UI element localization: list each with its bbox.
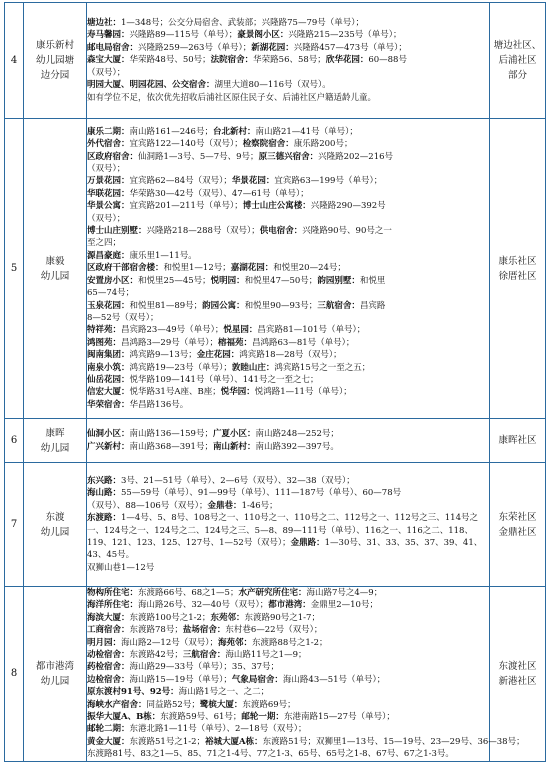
- estate-name: 物构所住宅：: [87, 588, 139, 598]
- community-name-line: 东渡社区: [498, 660, 537, 672]
- estate-name: 邮轮二期：: [87, 724, 130, 735]
- estate-name: 华景花园：: [231, 176, 275, 187]
- address-range: 55—59号（单号）、91—99号（单号）、111—187号（单号）、60—78号: [121, 488, 402, 499]
- community-name-line: 后浦社区: [498, 55, 537, 66]
- estate-name: 欣华花园：: [325, 55, 369, 66]
- area-line: [87, 250, 489, 262]
- area-line: [87, 200, 489, 212]
- estate-name: 外代宿舍：: [87, 139, 130, 150]
- area-line: [87, 487, 489, 499]
- kindergarten-name: [24, 3, 87, 119]
- table-row: [5, 119, 546, 419]
- address-range: 南山路392—397号。: [255, 441, 339, 452]
- estate-name: 供电宿舍：: [259, 226, 303, 237]
- address-range: 悦鸿路1—11号（单号）；: [254, 387, 352, 398]
- estate-name: 敦睦山庄：: [231, 362, 275, 373]
- estate-name: 寿马馨园：: [87, 30, 130, 41]
- kindergarten-name-line: 幼儿园: [40, 270, 70, 282]
- area-line: [87, 475, 489, 487]
- address-range: 湖里大道80—116号（双号）。: [214, 80, 331, 91]
- address-range: 东港南路15—27号（单号）；: [283, 712, 395, 723]
- area-line: [87, 163, 489, 175]
- address-range: 昌宾路23—49号（单号）；: [121, 325, 224, 336]
- community-name-line: 新港社区: [498, 675, 537, 687]
- area-line: [87, 275, 489, 287]
- estate-name: 明园大厦、明园花园、公交宿舍：: [87, 80, 215, 91]
- area-line: [87, 300, 489, 312]
- address-range: 双狮山巷1—12号: [87, 562, 155, 573]
- area-line: [87, 175, 489, 187]
- address-range: 南山路161—246号；: [129, 126, 213, 137]
- estate-name: 森宝大厦：: [87, 55, 130, 66]
- area-line: [87, 349, 489, 361]
- area-line: [87, 599, 489, 611]
- kindergarten-name-line: 幼儿园塘: [35, 55, 74, 66]
- address-range: 和悦里1—12号；: [163, 263, 231, 274]
- estate-name: 裕城大厦A栋：: [205, 736, 263, 747]
- area-line: [87, 500, 489, 512]
- address-range: 和悦里20—24号；: [273, 263, 346, 274]
- table-row: [5, 463, 546, 587]
- area-line: [87, 587, 489, 599]
- estate-name: 邮电局宿舍：: [87, 42, 139, 53]
- table-row: [5, 587, 546, 762]
- kindergarten-name-line: 幼儿园: [40, 442, 70, 454]
- estate-name: 台北新村：: [212, 126, 256, 137]
- estate-name: 博士山庄别墅：: [87, 226, 147, 237]
- address-range: 65—74号；: [87, 288, 135, 299]
- table-row: [5, 419, 546, 463]
- address-range: 宜宾路122—140号（双号）；: [129, 139, 243, 150]
- community-name: [490, 587, 546, 762]
- kindergarten-name-line: 幼儿园: [40, 526, 70, 538]
- area-line: [87, 649, 489, 661]
- address-range: 华荣路30—42号（双号）、47—61号（单号）；: [129, 188, 309, 199]
- estate-name: 都市港湾：: [268, 600, 311, 611]
- area-line: [87, 612, 489, 624]
- address-range: （双号）、88—106号（双号）；: [87, 500, 208, 511]
- estate-name: 三航宿舍：: [317, 300, 360, 311]
- estate-name: 区政府宿舍：: [87, 151, 139, 162]
- address-range: 兴隆路457—473号（单号）；: [293, 42, 407, 53]
- estate-name: 海滨大厦：: [87, 612, 130, 623]
- address-range: 华荣路48号、50号；: [129, 55, 211, 66]
- area-line: [87, 428, 489, 440]
- area-line: [87, 374, 489, 386]
- estate-name: 东苑邻：: [210, 612, 245, 623]
- estate-name: 振华大厦A、B栋：: [87, 712, 161, 723]
- area-line: [87, 312, 489, 324]
- community-name: [490, 119, 546, 419]
- estate-name: 动检宿舍：: [87, 650, 130, 661]
- community-name-line: 康晖社区: [498, 435, 537, 446]
- community-name-line: 徐厝社区: [498, 270, 537, 282]
- estate-name: 边检宿舍：: [87, 674, 130, 685]
- area-line: [87, 138, 489, 150]
- estate-name: 原三德兴宿舍：: [258, 151, 319, 162]
- address-range: 兴隆路215—235号（单号）；: [288, 30, 402, 41]
- estate-name: 金鼎路：: [290, 537, 325, 548]
- estate-name: 嘉湖花园：: [230, 263, 274, 274]
- address-range: 兴隆路290—392号: [310, 201, 386, 212]
- estate-name: 三航宿舍：: [182, 650, 226, 661]
- address-range: 昌鸿路3—29号（单号）；: [121, 337, 218, 348]
- estate-name: 黄金大厦：: [87, 736, 130, 747]
- address-range: 和悦里90—93号；: [244, 300, 318, 311]
- estate-name: 南泉小筑：: [87, 362, 130, 373]
- estate-name: 豪景阁小区：: [237, 30, 289, 41]
- estate-name: 韵园别墅：: [317, 275, 360, 286]
- address-range: 兴隆路90号、90号之一: [302, 226, 392, 237]
- community-name-line: 部分: [507, 70, 527, 81]
- area-line: [87, 151, 489, 163]
- estate-name: 金庄花园：: [196, 350, 240, 361]
- area-line: [87, 512, 489, 562]
- enrollment-area: [87, 419, 490, 463]
- address-range: 东渡路42号；: [129, 650, 183, 661]
- estate-name: 新湖花园：: [251, 42, 294, 53]
- area-line: [87, 42, 489, 54]
- estate-name: 仙岳花园：: [87, 374, 130, 385]
- address-range: 和悦里25—45号；: [138, 275, 211, 286]
- address-range: 南山路136—159号；: [129, 429, 213, 440]
- address-range: 兴隆路259—263号（单号）；: [138, 42, 252, 53]
- estate-name: 法院宿舍：: [210, 55, 254, 66]
- address-range: 和悦里47—50号；: [244, 275, 318, 286]
- area-line: [87, 699, 489, 711]
- area-line: [87, 324, 489, 336]
- estate-name: 区政府干部宿舍楼：: [87, 263, 164, 274]
- estate-name: 华景公寓：: [87, 201, 130, 212]
- area-line: [87, 748, 489, 760]
- area-line: [87, 736, 525, 748]
- table-body: [5, 3, 546, 762]
- address-range: 海山路43—51号（单号）；: [282, 674, 386, 685]
- enrollment-area: [87, 3, 490, 119]
- estate-name: 华联花园：: [87, 188, 130, 199]
- address-range: 宜宾路63—199号（单号）；: [274, 176, 383, 187]
- address-range: 60—88号: [368, 55, 407, 66]
- address-range: 兴隆路202—216号: [318, 151, 394, 162]
- area-line: [87, 92, 489, 104]
- area-line: [87, 711, 489, 723]
- address-range: 华荣路56、58号；: [253, 55, 326, 66]
- address-range: 兴隆路218—288号（双号）；: [146, 226, 260, 237]
- area-line: [87, 637, 489, 649]
- school-district-table: [4, 2, 546, 762]
- address-range: 至之四；: [87, 238, 122, 249]
- estate-name: 海苑邻：: [218, 637, 253, 648]
- kindergarten-name: [24, 587, 87, 762]
- address-range: 35、37号；: [231, 662, 280, 673]
- address-range: 海山路15—19号（单号）；: [129, 674, 232, 685]
- estate-name: 信宏大厦：: [87, 387, 130, 398]
- address-range: 8—52号（双号）；: [87, 312, 159, 323]
- area-line: [87, 441, 489, 453]
- estate-name: 海山路：: [87, 488, 122, 499]
- address-range: 东渡路100号之1-2；: [129, 612, 211, 623]
- estate-name: 工商宿舍：: [87, 625, 130, 636]
- address-range: 东渡路90号之1-7；: [244, 612, 320, 623]
- estate-name: 韵园公寓：: [202, 300, 245, 311]
- area-line: [87, 562, 489, 574]
- community-name: [490, 419, 546, 463]
- address-range: 东渡路66号、68之1—5；: [138, 588, 239, 598]
- address-range: 海山路11号之1—9；: [225, 650, 307, 661]
- address-range: 南山路248—252号；: [255, 429, 339, 440]
- estate-name: 悦星园：: [223, 325, 258, 336]
- estate-name: 安置房小区：: [87, 275, 139, 286]
- estate-name: 东渡路：: [87, 513, 122, 524]
- address-range: 昌鸿路63—81号（单号）；: [252, 337, 355, 348]
- community-name: [490, 463, 546, 587]
- estate-name: 源昌豪庭：: [87, 250, 130, 261]
- area-line: [87, 337, 489, 349]
- address-range: 东港北路1—11号（单号）、2—18号（双号）；: [129, 724, 307, 735]
- area-line: [87, 225, 489, 237]
- kindergarten-name: [24, 419, 87, 463]
- address-range: 仙洞路1—3号、5—7号、9号；: [138, 151, 259, 162]
- address-range: （双号）；: [87, 67, 126, 78]
- estate-name: 原东渡村91号、92号：: [87, 687, 179, 698]
- enrollment-area: [87, 119, 490, 419]
- address-range: 昌宾路: [359, 300, 386, 311]
- address-range: 金鼎里2—10号；: [310, 600, 378, 611]
- kindergarten-name-line: 东渡: [45, 511, 65, 523]
- area-line: [87, 79, 489, 91]
- address-range: 东渡路69号；: [242, 699, 296, 710]
- address-range: 1—348号；公交分局宿舍、武装部；兴隆路75—79号（单号）；: [121, 18, 365, 29]
- kindergarten-name-line: 边分园: [40, 70, 70, 81]
- kindergarten-name-line: 康毅: [45, 255, 65, 267]
- kindergarten-name-line: 康乐新村: [35, 40, 74, 51]
- row-number: 7: [5, 463, 24, 587]
- address-range: 东村巷6—22号（双号）；: [225, 625, 323, 636]
- estate-name: 康乐二期：: [87, 126, 130, 137]
- address-range: 东渡路51号之1-2；: [129, 736, 206, 747]
- address-range: 兴隆路89—115号（单号）；: [129, 30, 238, 41]
- estate-name: 特祥苑：: [87, 325, 122, 336]
- row-number: 8: [5, 587, 24, 762]
- estate-name: 榕福苑：: [218, 337, 253, 348]
- estate-name: 邮轮一期：: [241, 712, 284, 723]
- community-name-line: 东荣社区: [498, 511, 537, 523]
- estate-name: 海洋所住宅：: [87, 600, 139, 611]
- address-range: 华昌路136号。: [129, 399, 189, 410]
- area-line: [87, 362, 489, 374]
- address-range: 东渡路81号、83之1—5、85、71之1-4号、77之1-3、65号、65号之1-8、67号、67之1-3号。: [87, 749, 454, 760]
- estate-name: 鸿图苑：: [87, 337, 122, 348]
- area-line: [87, 262, 489, 274]
- address-range: （双号）；: [87, 213, 126, 224]
- address-range: 鸿宾路19—23号（单号）；: [129, 362, 232, 373]
- address-range: 海山路7号之4—9；: [306, 588, 383, 598]
- estate-name: 闽南集团：: [87, 350, 130, 361]
- community-name-line: 金鼎社区: [498, 526, 537, 538]
- kindergarten-name: [24, 119, 87, 419]
- area-line: [87, 188, 489, 200]
- area-line: [87, 386, 489, 398]
- kindergarten-name-line: 都市港湾: [35, 660, 74, 672]
- area-line: [87, 686, 489, 698]
- area-line: [87, 674, 489, 686]
- area-line: [87, 17, 489, 29]
- estate-name: 明月园：: [87, 637, 122, 648]
- estate-name: 悦明园：: [210, 275, 245, 286]
- area-line: [87, 287, 489, 299]
- estate-name: 万景花园：: [87, 176, 130, 187]
- address-range: 康乐路200号；: [293, 139, 353, 150]
- estate-name: 塘边社：: [87, 18, 122, 29]
- estate-name: 气象局宿舍：: [231, 674, 283, 685]
- kindergarten-name: [24, 463, 87, 587]
- area-line: [87, 29, 489, 41]
- address-range: 海山路2—12号（双号）；: [121, 637, 218, 648]
- address-range: 如有学位不足，依次优先招收后浦社区原住民子女、后浦社区户籍适龄儿童。: [87, 92, 377, 103]
- area-line: [87, 237, 489, 249]
- enrollment-area: [87, 463, 490, 587]
- estate-name: 金鼎巷：: [207, 500, 242, 511]
- address-range: 悦华路109—141号（单号）、141号之一至之七；: [129, 374, 319, 385]
- estate-name: 南山新村：: [212, 441, 256, 452]
- address-range: 昌宾路81—101号（单号）；: [257, 325, 366, 336]
- estate-name: 仙洞小区：: [87, 429, 130, 440]
- estate-name: 海峡水产宿舍：: [87, 699, 147, 710]
- address-range: 东渡路78号；: [129, 625, 183, 636]
- address-range: 东渡路88号之1-2；: [252, 637, 328, 648]
- address-range: 1—4号、5、8号、108号之一、110号之一、110号之二、112号之一、112号之三、114号之一、124号之一、124号之二、124号之三、5—8、89—111号（单号）、116之一、116之二、118、119、121、123、125、127号、1—52号（双号）；: [87, 513, 478, 548]
- address-range: 宜宾路62—84号（双号）；: [129, 176, 232, 187]
- estate-name: 鹭槟大厦：: [199, 699, 243, 710]
- address-range: （双号）；: [87, 164, 126, 175]
- table-row: [5, 3, 546, 119]
- address-range: 和悦里: [359, 275, 386, 286]
- community-name-line: 塘边社区、: [493, 40, 542, 51]
- estate-name: 华荣宿舍：: [87, 399, 130, 410]
- address-range: 南山路368—391号；: [129, 441, 213, 452]
- address-range: 3号、21—51号（单号）、2—6号（双号）、32—38（双号）；: [121, 475, 355, 486]
- address-range: 鸿宾路9—13号；: [129, 350, 197, 361]
- address-range: 康乐里1—11号。: [129, 250, 197, 261]
- estate-name: 水产研究所住宅：: [238, 588, 307, 598]
- address-range: 悦华路31号A座、B座；: [129, 387, 221, 398]
- estate-name: 检察院宿舍：: [242, 139, 294, 150]
- address-range: 东渡路59号、61号；: [160, 712, 242, 723]
- estate-name: 悦华园：: [220, 387, 255, 398]
- address-range: 1-46号；: [241, 500, 278, 511]
- area-line: [87, 399, 489, 411]
- area-line: [87, 661, 489, 673]
- row-number: 4: [5, 3, 24, 119]
- kindergarten-name-line: 幼儿园: [40, 675, 70, 687]
- address-range: 和悦里81—89号；: [129, 300, 203, 311]
- area-line: [87, 54, 489, 66]
- address-range: 鸿宾路18—28号（双号）；: [239, 350, 342, 361]
- address-range: 鸿宾路15号之一至之五；: [274, 362, 371, 373]
- area-line: [87, 723, 489, 735]
- estate-name: 广兴新村：: [87, 441, 130, 452]
- address-range: 宜宾路201—211号（单号）；: [129, 201, 243, 212]
- row-number: 5: [5, 119, 24, 419]
- area-line: [87, 213, 489, 225]
- address-range: 双狮里1—13号、15—19号、23—29号、36—38号；: [315, 736, 525, 747]
- address-range: 海山路26号、32—40号（双号）；: [138, 600, 269, 611]
- estate-name: 广夏小区：: [212, 429, 256, 440]
- area-line: [87, 624, 489, 636]
- area-line: [87, 67, 489, 79]
- address-range: 1—30号、31、33、35、37、39、41、43、45号。: [87, 537, 483, 561]
- address-range: 海山路1号之一、之二；: [178, 687, 270, 698]
- estate-name: 盐场宿舍：: [182, 625, 226, 636]
- estate-name: 玉泉花园：: [87, 300, 130, 311]
- area-line: [87, 126, 489, 138]
- address-range: 海山路29—33号（单号）；: [129, 662, 232, 673]
- community-name: [490, 3, 546, 119]
- estate-name: 东兴路：: [87, 475, 122, 486]
- address-range: 东渡路51号；: [262, 736, 316, 747]
- estate-name: 药检宿舍：: [87, 662, 130, 673]
- row-number: 6: [5, 419, 24, 463]
- address-range: 同益路52号；: [146, 699, 200, 710]
- community-name-line: 康乐社区: [498, 255, 537, 267]
- address-range: 南山路21—41号（单号）；: [255, 126, 358, 137]
- kindergarten-name-line: 康晖: [45, 427, 65, 439]
- estate-name: 博士山庄公寓楼：: [242, 201, 311, 212]
